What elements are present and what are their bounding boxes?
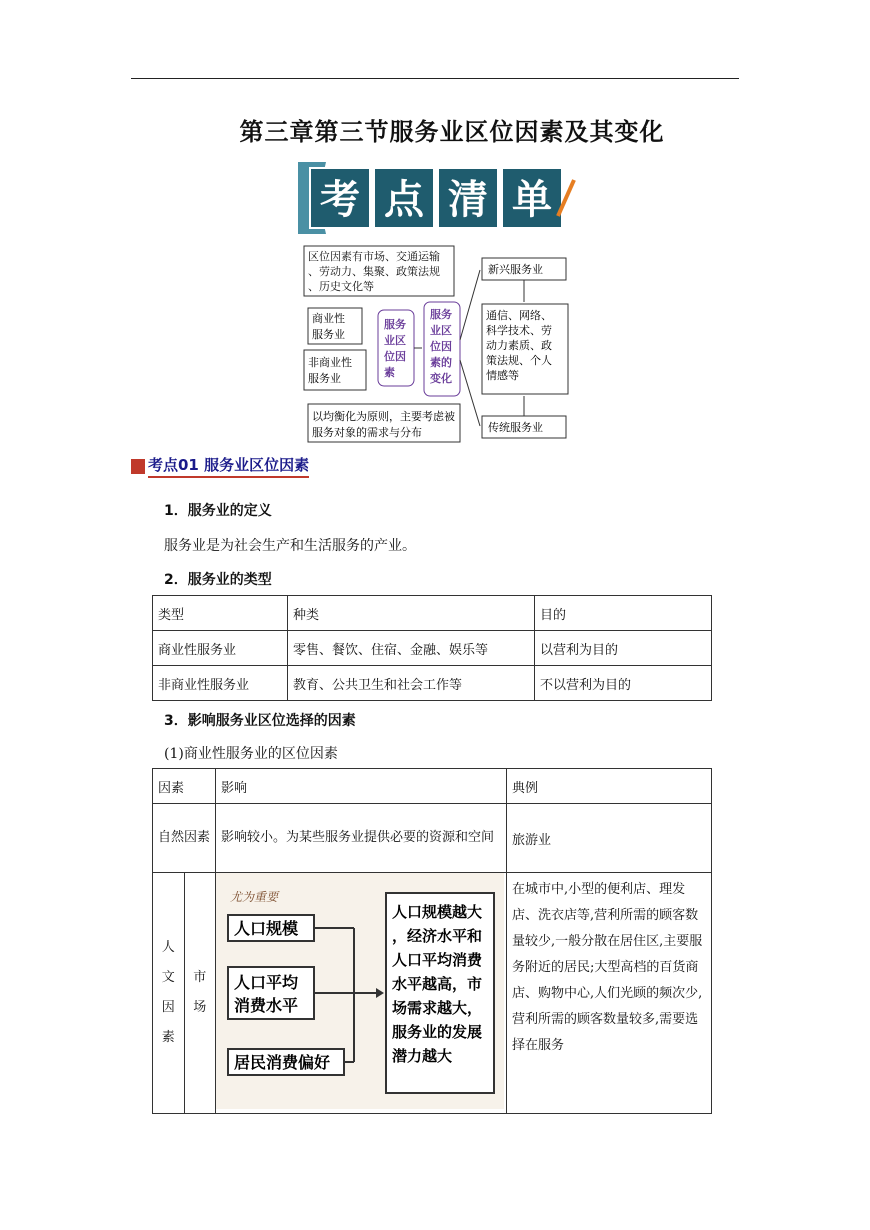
section-marker-icon (131, 459, 145, 474)
factors-table (152, 768, 712, 1114)
table-cell-example: 在城市中,小型的便利店、理发店、洗衣店等,营利所需的顾客数量较少,一般分散在居住区,主要服务附近的居民;大型高档的百货商店、购物中心,人们光顾的频次少,营利所需的顾客数量较多,需要选择在服务 (507, 873, 712, 1114)
svg-text:非商业性服务业: 非商业性服务业 (308, 356, 352, 385)
svg-text:服务业区位因素: 服务业区位因素 (384, 318, 406, 379)
svg-text:人口规模: 人口规模 (234, 919, 299, 938)
table-cell: 零售、餐饮、住宿、金融、娱乐等 (288, 631, 535, 666)
subheading-commercial: (1)商业性服务业的区位因素 (164, 746, 338, 762)
svg-text:居民消费偏好: 居民消费偏好 (234, 1053, 331, 1072)
table-header: 影响 (216, 769, 507, 804)
factors-line: 、劳动力、集聚、政策法规 (308, 265, 440, 278)
table-row (153, 631, 712, 666)
header-rule (131, 78, 739, 79)
table-cell: 影响较小。为某些服务业提供必要的资源和空间 (216, 804, 507, 873)
service-types-table (152, 595, 712, 701)
table-header: 因素 (153, 769, 216, 804)
definition-text: 服务业是为社会生产和生活服务的产业。 (164, 538, 416, 554)
svg-text:人口平均消费水平: 人口平均消费水平 (234, 973, 299, 1015)
banner-char: 清 (448, 177, 488, 223)
kaodian-banner (296, 158, 576, 236)
banner-char: 点 (384, 177, 424, 223)
table-row (153, 804, 712, 873)
concept-map (302, 240, 572, 445)
banner-char: 单 (512, 177, 552, 223)
heading-types: 2．服务业的类型 (164, 572, 272, 588)
table-cell: 教育、公共卫生和社会工作等 (288, 666, 535, 701)
market-diagram (216, 873, 504, 1109)
table-row (153, 666, 712, 701)
table-cell: 自然因素 (153, 804, 216, 873)
table-cell: 商业性服务业 (153, 631, 288, 666)
table-cell-market: 市 场 (184, 873, 216, 1114)
table-cell: 不以营利为目的 (535, 666, 712, 701)
table-header: 目的 (535, 596, 712, 631)
svg-text:服务业区位因素的变化: 服务业区位因素的变化 (430, 308, 452, 385)
svg-text:新兴服务业: 新兴服务业 (488, 263, 543, 276)
svg-text:传统服务业: 传统服务业 (488, 421, 543, 434)
table-header-row (153, 596, 712, 631)
table-row (153, 873, 712, 1114)
heading-factors: 3．影响服务业区位选择的因素 (164, 713, 356, 729)
table-header: 典例 (507, 769, 712, 804)
page-title: 第三章第三节服务业区位因素及其变化 (239, 118, 665, 146)
factors-line: 、历史文化等 (308, 280, 374, 293)
svg-text:尤为重要: 尤为重要 (230, 890, 279, 904)
table-header-row (153, 769, 712, 804)
heading-definition: 1．服务业的定义 (164, 503, 272, 519)
table-cell-human: 人 文 因 素 (153, 873, 185, 1114)
market-diagram-cell (216, 873, 507, 1114)
svg-text:商业性服务业: 商业性服务业 (312, 312, 345, 341)
table-header: 类型 (153, 596, 288, 631)
svg-text:以均衡化为原则，主要考虑被服务对象的需求与分布: 以均衡化为原则，主要考虑被服务对象的需求与分布 (312, 410, 455, 439)
factors-line: 区位因素有市场、交通运输 (308, 250, 440, 263)
banner-char: 考 (320, 177, 360, 223)
svg-text:人口规模越大，经济水平和人口平均消费水平越高，市场需求越大，: 人口规模越大，经济水平和人口平均消费水平越高，市场需求越大，服务业的发展潜力越大 (392, 903, 483, 1065)
table-cell: 以营利为目的 (535, 631, 712, 666)
table-header: 种类 (288, 596, 535, 631)
section-heading: 考点01 服务业区位因素 (131, 455, 309, 477)
svg-text:通信、网络、科学技术、劳动力素质、政策法规、个人情感等: 通信、网络、科学技术、劳动力素质、政策法规、个人情感等 (486, 309, 552, 382)
table-cell: 非商业性服务业 (153, 666, 288, 701)
table-cell: 旅游业 (507, 804, 712, 873)
